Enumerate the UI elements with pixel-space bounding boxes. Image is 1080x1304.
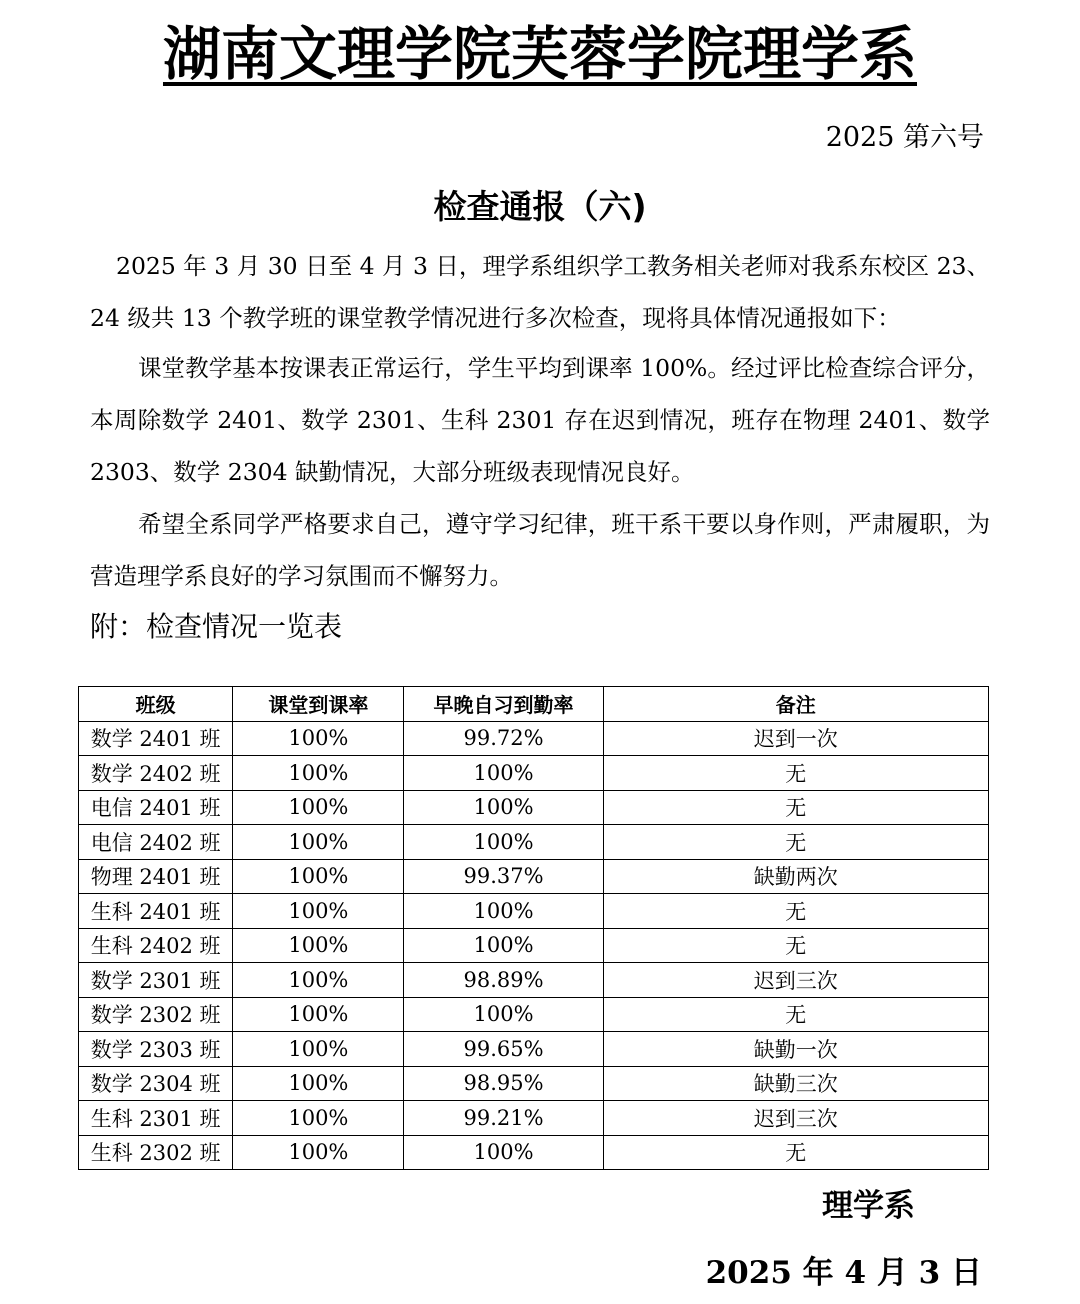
cell-class-attendance: 100% [233,859,404,894]
header-remarks: 备注 [603,687,988,722]
table-header-row [79,687,989,722]
cell-remarks: 缺勤两次 [603,859,988,894]
header-study-attendance: 早晚自习到勤率 [404,687,603,722]
table-row [79,1101,989,1136]
cell-class: 电信 2401 班 [79,790,233,825]
cell-class: 物理 2401 班 [79,859,233,894]
table-row [79,1135,989,1170]
header-class: 班级 [79,687,233,722]
org-title-text: 湖南文理学院芙蓉学院理学系 [162,20,917,88]
cell-study-attendance: 100% [404,825,603,860]
cell-class-attendance: 100% [233,1135,404,1170]
cell-class: 数学 2302 班 [79,997,233,1032]
cell-study-attendance: 100% [404,1135,603,1170]
table-row [79,1066,989,1101]
table-row [79,928,989,963]
cell-remarks: 缺勤一次 [603,1032,988,1067]
cell-study-attendance: 98.89% [404,963,603,998]
paragraph-intro: 2025 年 3 月 30 日至 4 月 3 日，理学系组织学工教务相关老师对我系东校区 23、24 级共 13 个教学班的课堂教学情况进行多次检查，现将具体情况通报如下： [90,252,990,332]
table-row [79,721,989,756]
cell-remarks: 迟到三次 [603,1101,988,1136]
cell-class: 数学 2402 班 [79,756,233,791]
inspection-table [78,686,989,1170]
paragraph-summary: 课堂教学基本按课表正常运行，学生平均到课率 100%。经过评比检查综合评分，本周除数学 2401、数学 2301、生科 2301 存在迟到情况，班存在物理 2401、数学 2303、数学 2304 缺勤情况，大部分班级表现情况良好。 [90,354,990,486]
cell-remarks: 无 [603,928,988,963]
cell-remarks: 缺勤三次 [603,1066,988,1101]
cell-class: 数学 2304 班 [79,1066,233,1101]
cell-study-attendance: 99.21% [404,1101,603,1136]
cell-class-attendance: 100% [233,963,404,998]
issue-number: 2025 第六号 [825,122,984,153]
table-row [79,790,989,825]
table-row [79,963,989,998]
table-row [79,756,989,791]
cell-remarks: 无 [603,825,988,860]
cell-class: 数学 2301 班 [79,963,233,998]
table-row [79,997,989,1032]
cell-class: 数学 2303 班 [79,1032,233,1067]
cell-class-attendance: 100% [233,825,404,860]
cell-remarks: 无 [603,1135,988,1170]
table-row [79,859,989,894]
cell-study-attendance: 99.37% [404,859,603,894]
appendix-label: 附：检查情况一览表 [90,610,343,643]
cell-remarks: 迟到三次 [603,963,988,998]
cell-class-attendance: 100% [233,1066,404,1101]
org-title [0,14,1080,94]
table-row [79,1032,989,1067]
cell-remarks: 迟到一次 [603,721,988,756]
cell-class-attendance: 100% [233,894,404,929]
cell-remarks: 无 [603,894,988,929]
cell-class: 生科 2401 班 [79,894,233,929]
cell-study-attendance: 98.95% [404,1066,603,1101]
notice-title: 检查通报（六) [433,187,647,226]
cell-class: 生科 2402 班 [79,928,233,963]
signature-date: 2025 年 4 月 3 日 [705,1255,982,1291]
cell-class-attendance: 100% [233,1101,404,1136]
cell-study-attendance: 100% [404,790,603,825]
cell-study-attendance: 100% [404,894,603,929]
table-row [79,825,989,860]
table-row [79,894,989,929]
cell-class: 电信 2402 班 [79,825,233,860]
cell-remarks: 无 [603,790,988,825]
cell-class-attendance: 100% [233,1032,404,1067]
cell-class-attendance: 100% [233,721,404,756]
header-class-attendance: 课堂到课率 [233,687,404,722]
cell-remarks: 无 [603,756,988,791]
cell-study-attendance: 100% [404,928,603,963]
signature-department: 理学系 [822,1188,915,1224]
cell-study-attendance: 100% [404,997,603,1032]
cell-study-attendance: 99.65% [404,1032,603,1067]
cell-class-attendance: 100% [233,790,404,825]
cell-class-attendance: 100% [233,928,404,963]
paragraph-expectation: 希望全系同学严格要求自己，遵守学习纪律，班干系干要以身作则，严肃履职，为营造理学系良好的学习氛围而不懈努力。 [90,510,990,590]
cell-class-attendance: 100% [233,997,404,1032]
cell-study-attendance: 100% [404,756,603,791]
cell-class: 生科 2302 班 [79,1135,233,1170]
cell-class-attendance: 100% [233,756,404,791]
cell-study-attendance: 99.72% [404,721,603,756]
cell-class: 数学 2401 班 [79,721,233,756]
cell-remarks: 无 [603,997,988,1032]
cell-class: 生科 2301 班 [79,1101,233,1136]
